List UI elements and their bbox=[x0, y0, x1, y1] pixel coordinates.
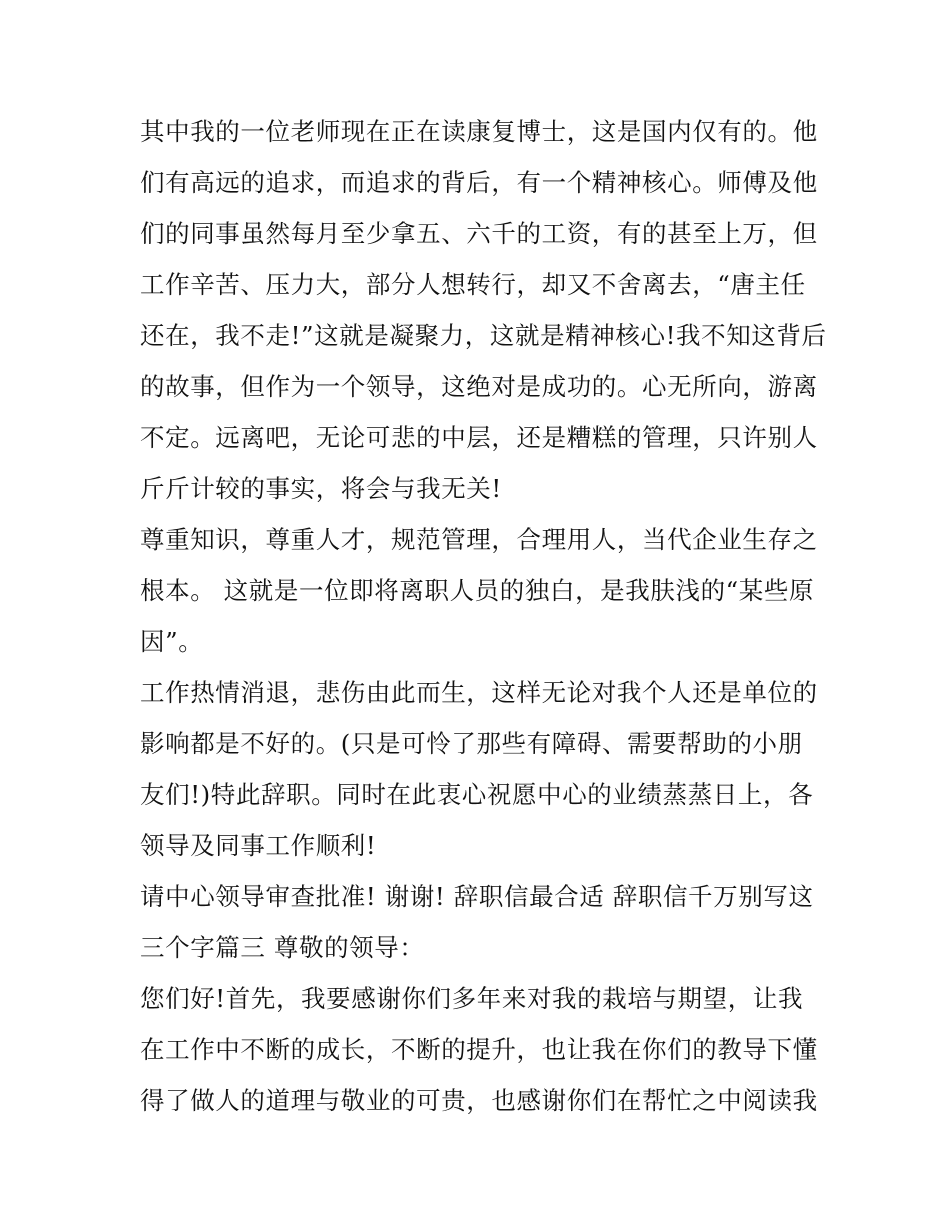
text-line: 友们!)特此辞职。同时在此衷心祝愿中心的业绩蒸蒸日上，各 bbox=[140, 780, 814, 809]
text-line: 工作热情消退，悲伤由此而生，这样无论对我个人还是单位的 bbox=[140, 678, 818, 707]
text-line: 根本。 这就是一位即将离职人员的独白，是我肤浅的“某些原 bbox=[140, 576, 815, 605]
paragraph-4 bbox=[140, 871, 812, 973]
text-line: 的故事，但作为一个领导，这绝对是成功的。心无所向，游离 bbox=[140, 372, 818, 401]
text-line: 领导及同事工作顺利! bbox=[140, 831, 377, 860]
text-line: 在工作中不断的成长，不断的提升，也让我在你们的教导下懂 bbox=[140, 1035, 818, 1064]
text-line: 您们好!首先，我要感谢你们多年来对我的栽培与期望，让我 bbox=[140, 984, 804, 1013]
text-line: 们的同事虽然每月至少拿五、六千的工资，有的甚至上万，但 bbox=[140, 219, 818, 248]
text-line: 尊重知识，尊重人才，规范管理，合理用人，当代企业生存之 bbox=[140, 525, 818, 554]
text-line: 斤斤计较的事实，将会与我无关! bbox=[140, 474, 502, 503]
text-line: 因”。 bbox=[140, 627, 204, 656]
text-line: 其中我的一位老师现在正在读康复博士，这是国内仅有的。他 bbox=[140, 117, 818, 146]
text-line: 还在，我不走!”这就是凝聚力，这就是精神核心!我不知这背后 bbox=[140, 321, 827, 350]
text-line: 三个字篇三 尊敬的领导： bbox=[140, 933, 425, 962]
paragraph-3 bbox=[140, 667, 818, 871]
paragraph-5 bbox=[140, 973, 818, 1126]
text-line: 工作辛苦、压力大，部分人想转行，却又不舍离去，“唐主任 bbox=[140, 270, 806, 299]
text-line: 得了做人的道理与敬业的可贵，也感谢你们在帮忙之中阅读我 bbox=[140, 1086, 818, 1115]
text-line: 们有高远的追求，而追求的背后，有一个精神核心。师傅及他 bbox=[140, 168, 818, 197]
text-line: 请中心领导审查批准! 谢谢! 辞职信最合适 辞职信千万别写这 bbox=[140, 882, 814, 911]
paragraph-2 bbox=[140, 514, 818, 667]
paragraph-1 bbox=[140, 106, 827, 514]
document-body bbox=[140, 106, 827, 1126]
text-line: 影响都是不好的。(只是可怜了那些有障碍、需要帮助的小朋 bbox=[140, 729, 803, 758]
text-line: 不定。远离吧，无论可悲的中层，还是糟糕的管理，只许别人 bbox=[140, 423, 818, 452]
